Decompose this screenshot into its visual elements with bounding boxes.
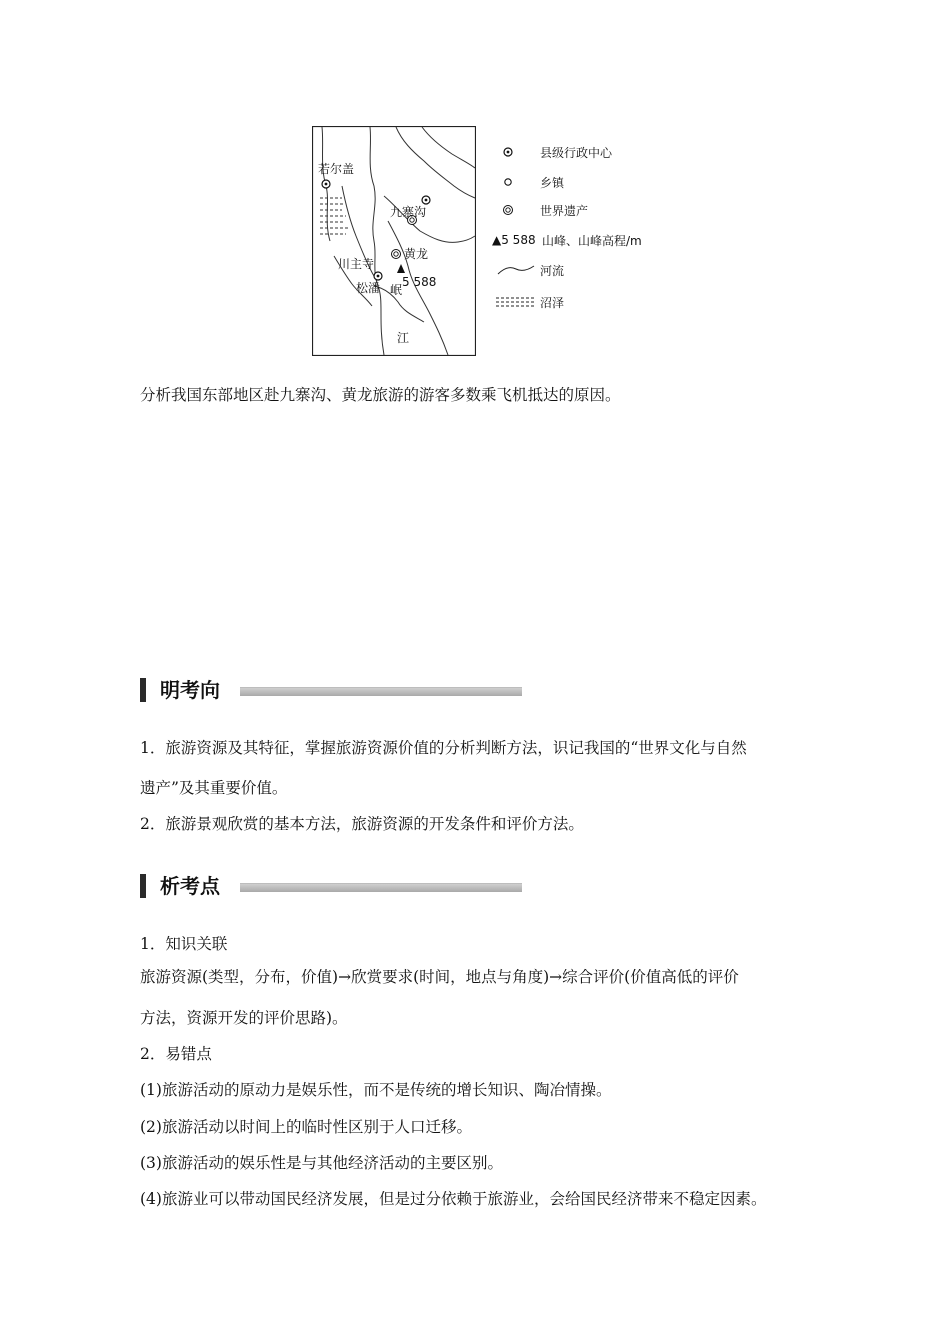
legend-label-swamp: 沼泽 [540, 295, 565, 310]
label-huanglong: 黄龙 [404, 247, 429, 261]
xi-line-8: (4)旅游业可以带动国民经济发展，但是过分依赖于旅游业，会给国民经济带来不稳定因素。 [140, 1190, 767, 1208]
xi-line-3: 方法，资源开发的评价思路)。 [140, 1009, 348, 1027]
swamp-icon [492, 292, 540, 312]
section-title-ming: 明考向 [160, 678, 220, 702]
xi-line-4: 2．易错点 [140, 1045, 212, 1063]
map-legend [492, 140, 692, 320]
county-center-ruoergai [322, 180, 330, 188]
label-songpan: 松潘 [356, 281, 381, 295]
xi-line-2: 旅游资源(类型，分布，价值)→欣赏要求(时间，地点与角度)→综合评价(价值高低的评价 [140, 968, 739, 986]
label-ruoergai: 若尔盖 [318, 162, 355, 176]
world-heritage-icon [492, 200, 540, 220]
section-bar [140, 874, 146, 898]
legend-row-river [492, 260, 564, 280]
xi-line-1: 1．知识关联 [140, 935, 228, 953]
county-center-icon [492, 142, 540, 162]
county-center-songpan [374, 272, 382, 280]
ming-line-2: 遗产”及其重要价值。 [140, 779, 288, 797]
section-title-xi: 析考点 [160, 874, 220, 898]
label-jiuzhaigou: 九寨沟 [390, 205, 427, 219]
map-frame [313, 127, 476, 356]
label-jiang: 江 [397, 331, 410, 345]
legend-label-peak: 山峰、山峰高程/m [542, 233, 642, 248]
legend-row-county [492, 142, 612, 162]
legend-row-heritage [492, 200, 588, 220]
ming-line-3: 2．旅游景观欣赏的基本方法，旅游资源的开发条件和评价方法。 [140, 815, 584, 833]
section-rule [240, 687, 522, 696]
section-rule [240, 883, 522, 892]
section-header-ming [140, 678, 522, 702]
legend-label-heritage: 世界遗产 [540, 203, 589, 218]
legend-row-peak [492, 230, 642, 250]
xi-line-6: (2)旅游活动以时间上的临时性区别于人口迁移。 [140, 1118, 472, 1136]
legend-row-town [492, 172, 564, 192]
world-heritage-huanglong [392, 250, 401, 259]
county-center-jiuzhaigou [422, 196, 430, 204]
section-header-xi [140, 874, 522, 898]
label-peak-elevation: 5 588 [402, 275, 437, 289]
xi-line-5: (1)旅游活动的原动力是娱乐性，而不是传统的增长知识、陶冶情操。 [140, 1081, 612, 1099]
legend-row-swamp [492, 292, 564, 312]
ming-line-1: 1．旅游资源及其特征，掌握旅游资源价值的分析判断方法，识记我国的“世界文化与自然 [140, 739, 747, 757]
town-icon [492, 172, 540, 192]
label-min: 岷 [390, 283, 403, 297]
legend-label-county: 县级行政中心 [540, 145, 613, 160]
xi-line-7: (3)旅游活动的娱乐性是与其他经济活动的主要区别。 [140, 1154, 503, 1172]
label-chuanzhusi: 川主寺 [338, 257, 375, 271]
map-figure [312, 126, 476, 356]
legend-label-town: 乡镇 [540, 175, 565, 190]
mountain-peak-icon: ▲5 588 [492, 233, 536, 247]
legend-label-river: 河流 [540, 263, 565, 278]
section-bar [140, 678, 146, 702]
river-icon [492, 260, 540, 280]
question-text: 分析我国东部地区赴九寨沟、黄龙旅游的游客多数乘飞机抵达的原因。 [140, 386, 621, 404]
map-svg [312, 126, 476, 356]
